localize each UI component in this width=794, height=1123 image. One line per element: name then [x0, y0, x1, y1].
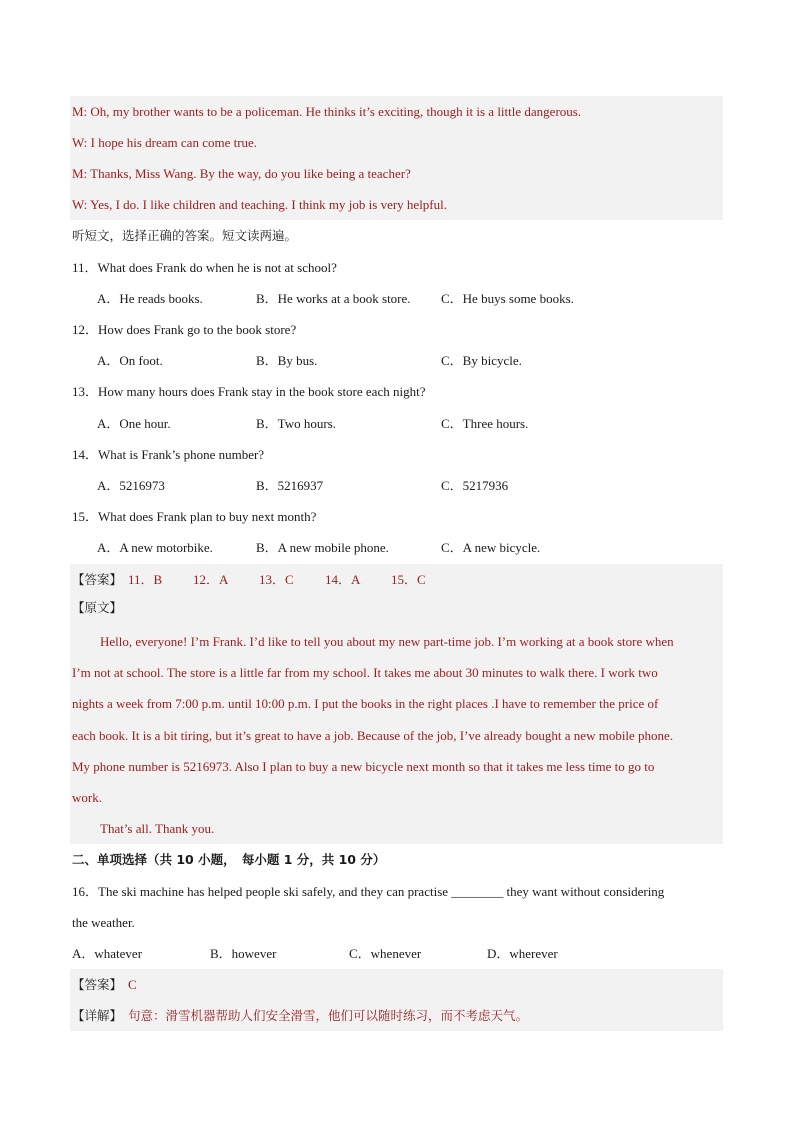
q14-option-b: B．5216937	[256, 478, 324, 493]
question-15: 15．What does Frank plan to buy next month?	[72, 509, 317, 524]
answer-13: 13．C	[259, 572, 294, 587]
passage-line-5: My phone number is 5216973. Also I plan to buy a new bicycle next month so that it takes me less time to go to	[72, 759, 655, 774]
section2-title: 二、单项选择（共 10 小题， 每小题 1 分，共 10 分）	[72, 852, 386, 867]
dialogue-line-2: W: I hope his dream can come true.	[72, 135, 258, 150]
passage-line-3: nights a week from 7:00 p.m. until 10:00 p.m. I put the books in the right places .I have to remember the price of	[72, 696, 659, 711]
q16-option-c: C．whenever	[349, 946, 422, 961]
q16-answer-label: 【答案】	[72, 977, 123, 992]
question-16-line-1: 16．The ski machine has helped people ski safely, and they can practise ________ they want without considering	[72, 884, 665, 899]
section-instruction: 听短文，选择正确的答案。短文读两遍。	[72, 228, 298, 243]
q12-option-b: B．By bus.	[256, 353, 318, 368]
question-11: 11．What does Frank do when he is not at school?	[72, 260, 337, 275]
q16-option-a: A．whatever	[72, 946, 143, 961]
answer-label: 【答案】	[72, 572, 123, 587]
original-label: 【原文】	[72, 600, 123, 615]
answer-15: 15．C	[391, 572, 426, 587]
dialogue-line-3: M: Thanks, Miss Wang. By the way, do you like being a teacher?	[72, 166, 411, 181]
passage-line-6: work.	[72, 790, 102, 805]
dialogue-line-4: W: Yes, I do. I like children and teaching. I think my job is very helpful.	[72, 197, 448, 212]
passage-line-4: each book. It is a bit tiring, but it’s great to have a job. Because of the job, I’ve already bought a new mobile phone.	[72, 728, 674, 743]
q16-option-b: B．however	[210, 946, 277, 961]
q11-option-c: C．He buys some books.	[441, 291, 574, 306]
q12-option-a: A．On foot.	[97, 353, 163, 368]
q11-option-b: B．He works at a book store.	[256, 291, 411, 306]
q12-option-c: C．By bicycle.	[441, 353, 522, 368]
q15-option-a: A．A new motorbike.	[97, 540, 213, 555]
q11-option-a: A．He reads books.	[97, 291, 203, 306]
q14-option-c: C．5217936	[441, 478, 509, 493]
q16-detail-label: 【详解】	[72, 1008, 123, 1023]
q15-option-b: B．A new mobile phone.	[256, 540, 389, 555]
q16-detail: 句意：滑雪机器帮助人们安全滑雪，他们可以随时练习，而不考虑天气。	[128, 1008, 529, 1023]
question-14: 14．What is Frank’s phone number?	[72, 447, 265, 462]
q13-option-a: A．One hour.	[97, 416, 171, 431]
q15-option-c: C．A new bicycle.	[441, 540, 541, 555]
q16-option-d: D．wherever	[487, 946, 558, 961]
answer-14: 14．A	[325, 572, 361, 587]
q16-answer: C	[128, 977, 137, 992]
passage-line-1: Hello, everyone! I’m Frank. I’d like to tell you about my new part-time job. I’m working at a book store when	[100, 634, 674, 649]
answer-11: 11．B	[128, 572, 163, 587]
passage-closing: That’s all. Thank you.	[100, 821, 215, 836]
dialogue-line-1: M: Oh, my brother wants to be a policeman. He thinks it’s exciting, though it is a little dangerous.	[72, 104, 582, 119]
answer-12: 12．A	[193, 572, 229, 587]
q14-option-a: A．5216973	[97, 478, 165, 493]
q13-option-c: C．Three hours.	[441, 416, 529, 431]
question-16-line-2: the weather.	[72, 915, 135, 930]
passage-line-2: I’m not at school. The store is a little far from my school. It takes me about 30 minutes to walk there. I work two	[72, 665, 658, 680]
q13-option-b: B．Two hours.	[256, 416, 336, 431]
question-13: 13．How many hours does Frank stay in the book store each night?	[72, 384, 426, 399]
question-12: 12．How does Frank go to the book store?	[72, 322, 297, 337]
